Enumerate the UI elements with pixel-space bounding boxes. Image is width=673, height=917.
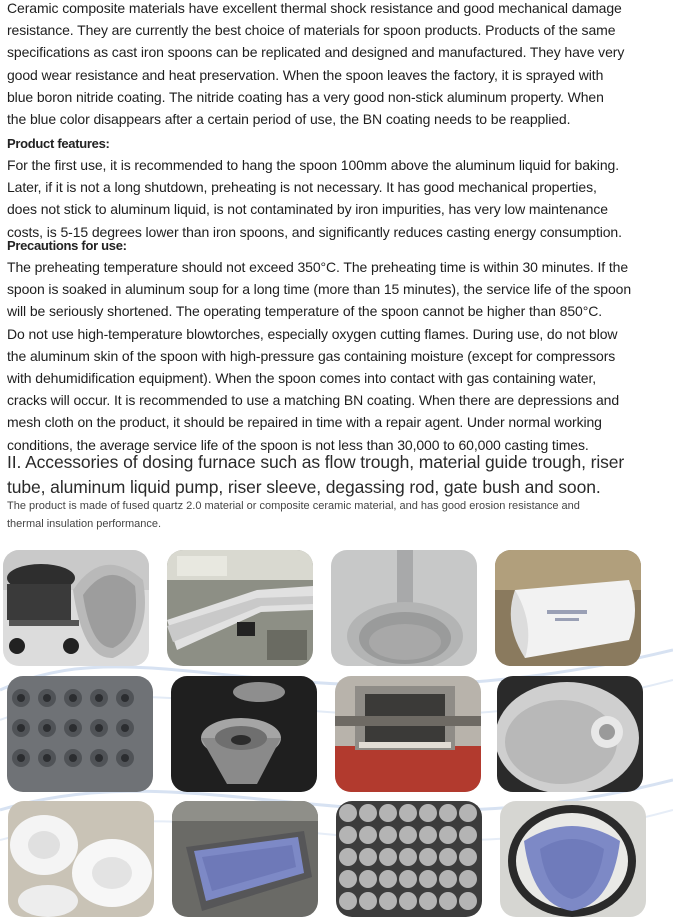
- precautions-line: mesh cloth on the product, it should be repaired in time with a repair agent. Under normal working: [7, 414, 602, 431]
- intro-line: resistance. They are currently the best choice of materials for spoon products. Products of the same: [7, 22, 616, 39]
- bowl-closeup-photo: [497, 676, 643, 792]
- section-2-note-line: The product is made of fused quartz 2.0 material or composite ceramic material, and has good erosion resistance and: [7, 500, 580, 512]
- intro-line: specifications as cast iron spoons can be replicated and designed and manufactured. They have very: [7, 44, 625, 61]
- section-2-title-line: II. Accessories of dosing furnace such as flow trough, material guide trough, riser: [7, 452, 625, 472]
- ladle-on-cart-photo: [3, 550, 149, 666]
- trough-red-base-photo: [335, 676, 481, 792]
- precautions-line: Do not use high-temperature blowtorches, especially oxygen cutting flames. During use, do not blow: [7, 325, 618, 342]
- precautions-line: with dehumidification equipment). When the spoon comes into contact with gas containing water,: [7, 370, 597, 387]
- intro-line: good wear resistance and heat preservation. When the spoon leaves the factory, it is sprayed with: [7, 66, 604, 83]
- section-2-title: [7, 450, 669, 500]
- precautions-section: [7, 236, 669, 456]
- precautions-line: cracks will occur. It is recommended to use a matching BN coating. When there are depressions and: [7, 392, 620, 409]
- precautions-line: will be seriously shortened. The operating temperature of the spoon cannot be higher than 850°C.: [7, 303, 603, 320]
- precautions-line: the aluminum skin of the spoon with high-pressure gas containing moisture (except for compressors: [7, 347, 616, 364]
- features-line: Later, if it is not a long shutdown, preheating is not necessary. It has good mechanical properties,: [7, 179, 597, 196]
- rod-ends-bundle-photo: [336, 801, 482, 917]
- intro-line: the blue color disappears after a certain period of use, the BN coating needs to be reapplied.: [7, 111, 571, 128]
- precautions-line: conditions, the average service life of the spoon is not less than 30,000 to 60,000 casting times.: [7, 436, 589, 453]
- features-line: For the first use, it is recommended to hang the spoon 100mm above the aluminum liquid for baking.: [7, 157, 619, 173]
- blue-coated-cup-photo: [500, 801, 646, 917]
- precautions-heading: Precautions for use:: [7, 238, 127, 253]
- riser-tubes-array-photo: [7, 676, 153, 792]
- section-2-note-line: thermal insulation performance.: [7, 518, 162, 530]
- section-2-title-line: tube, aluminum liquid pump, riser sleeve, degassing rod, gate bush and soon.: [7, 477, 601, 497]
- blue-coated-trough-photo: [172, 801, 318, 917]
- white-sleeve-photo: [495, 550, 641, 666]
- precautions-line: spoon is soaked in aluminum soup for a long time (more than 15 minutes), the service life of the spoon: [7, 281, 632, 298]
- features-line: costs, is 5-15 degrees lower than iron spoons, and significantly reduces casting energy consumption.: [7, 223, 622, 240]
- product-features-section: [7, 134, 669, 243]
- intro-paragraph: [7, 0, 669, 130]
- ladle-bowl-photo: [331, 550, 477, 666]
- precautions-line: The preheating temperature should not exceed 350°C. The preheating time is within 30 minutes. If the: [7, 259, 629, 275]
- section-2-note: [7, 497, 669, 533]
- intro-line: Ceramic composite materials have excellent thermal shock resistance and good mechanical damage: [7, 0, 622, 16]
- white-ceramic-parts-photo: [8, 801, 154, 917]
- flow-trough-photo: [167, 550, 313, 666]
- product-features-heading: Product features:: [7, 136, 110, 151]
- intro-line: blue boron nitride coating. The nitride coating has a very good non-stick aluminum property. When: [7, 88, 604, 105]
- features-line: does not stick to aluminum liquid, is not contaminated by iron impurities, has very low maintenance: [7, 201, 608, 218]
- funnel-sleeve-photo: [171, 676, 317, 792]
